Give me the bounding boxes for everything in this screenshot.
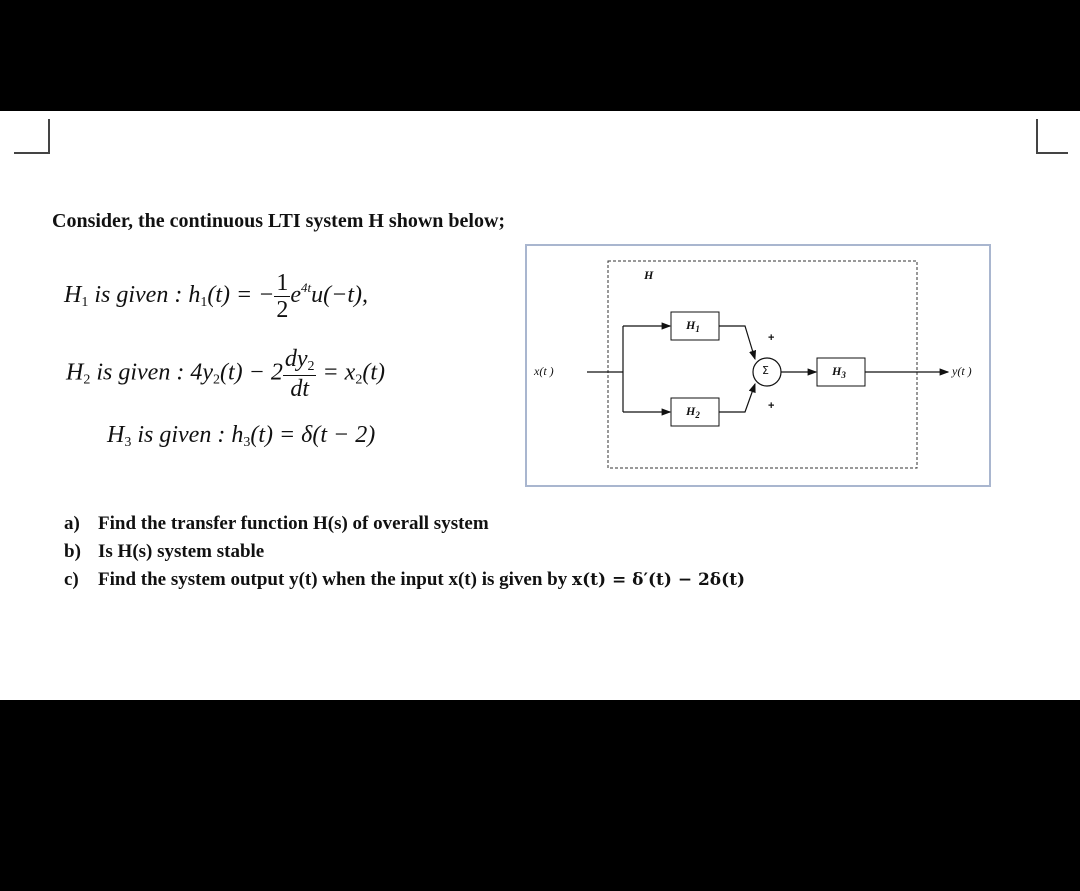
plus-sign-bottom: +: [768, 400, 775, 412]
equation-h1: $H_1$ is given : $h_1(t)$ = − $\frac{1}{2}$ $e^{4t}u(-t)$,: [64, 270, 369, 323]
h3-label: $H_3$: [832, 364, 846, 380]
document-page: [0, 111, 1080, 700]
question-b: b) Is H(s) system stable: [64, 541, 265, 562]
block-diagram: [525, 244, 991, 487]
block-diagram-lines: [527, 246, 989, 485]
h2-label: $H_2$: [686, 404, 700, 420]
question-a: a) Find the transfer function H(s) of overall system: [64, 513, 489, 534]
page-corner-mark-left: [14, 119, 50, 154]
sum-symbol: Σ: [762, 364, 769, 377]
input-label: x(t ): [534, 364, 554, 378]
problem-intro: Consider, the continuous LTI system H shown below;: [52, 210, 506, 232]
arrow-h2-to-sum: [719, 384, 755, 412]
fraction-derivative: $\frac{dy_2}{dt}$: [284, 346, 315, 402]
equation-h3: $H_3$ is given : $h_3(t) = \delta(t - 2)$: [107, 422, 376, 450]
plus-sign-top: +: [768, 332, 775, 344]
page-corner-mark-right: [1036, 119, 1068, 154]
question-list: [64, 513, 745, 597]
outer-system-label: H: [644, 268, 654, 282]
output-label: y(t ): [952, 364, 972, 378]
fraction-one-half: $\frac{1}{2}$: [276, 270, 289, 323]
question-c: c) Find the system output y(t) when the input x(t) is given by x(t) = δ′(t) − 2δ(t): [64, 569, 746, 590]
equation-h2: $H_2$ is given : $4y_2(t) - 2$ $\frac{dy_2}{dt}$ = $x_2(t)$: [66, 346, 385, 402]
h1-label: $H_1$: [686, 318, 700, 334]
arrow-h1-to-sum: [719, 326, 755, 359]
